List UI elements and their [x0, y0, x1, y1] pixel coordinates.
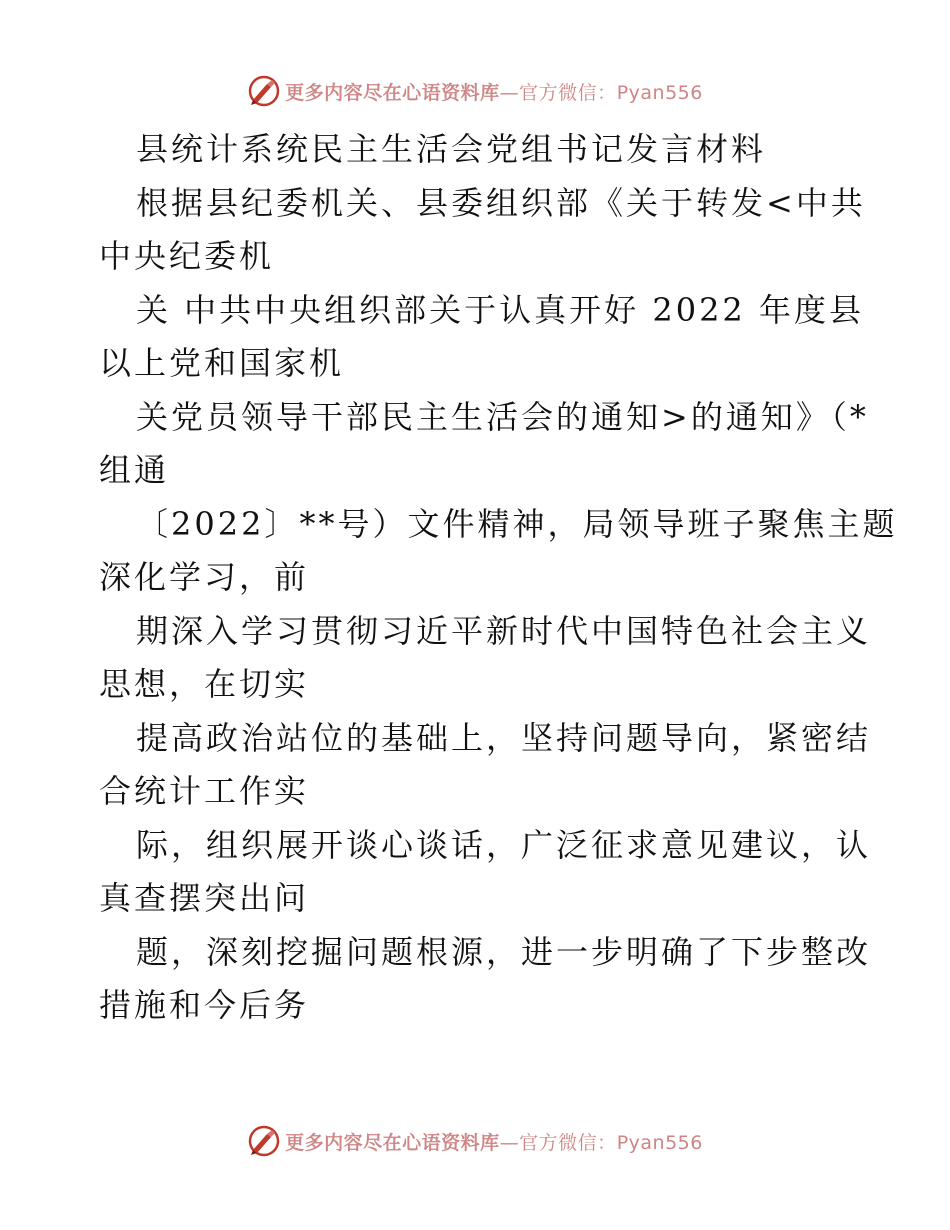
watermark-wechat-id: Pyan556	[616, 81, 703, 104]
paragraph-line: 以上党和国家机	[99, 344, 345, 382]
paragraph-line: 际，组织展开谈心谈话，广泛征求意见建议，认	[136, 825, 872, 864]
paragraph-line: 措施和今后务	[99, 986, 310, 1024]
watermark-dash: —	[499, 1131, 520, 1154]
paragraph-line: 〔2022〕**号）文件精神，局领导班子聚焦主题	[136, 504, 898, 543]
watermark-footer	[0, 1121, 950, 1161]
paragraph-line: 关党员领导干部民主生活会的通知>的通知》（*	[136, 397, 869, 436]
paragraph-line: 题，深刻挖掘问题根源，进一步明确了下步整改	[136, 932, 872, 971]
paragraph-line: 提高政治站位的基础上，坚持问题导向，紧密结	[136, 718, 872, 757]
paragraph-line: 深化学习，前	[99, 558, 310, 596]
red-pen-logo-icon	[247, 1124, 281, 1158]
paragraph-line: 真查摆突出问	[99, 879, 310, 917]
watermark-header	[0, 71, 950, 111]
paragraph-line: 合统计工作实	[99, 772, 310, 810]
watermark-main-text: 更多内容尽在心语资料库	[285, 1131, 500, 1154]
watermark-label: 官方微信：	[519, 81, 617, 104]
paragraph-line: 中央纪委机	[99, 237, 275, 275]
watermark-wechat-id: Pyan556	[616, 1131, 703, 1154]
paragraph-line: 关 中共中央组织部关于认真开好 2022 年度县	[136, 290, 864, 329]
watermark-text	[285, 78, 703, 105]
document-title: 县统计系统民主生活会党组书记发言材料	[136, 130, 767, 168]
red-pen-logo-icon	[247, 74, 281, 108]
watermark-text	[285, 1128, 703, 1155]
paragraph-line: 期深入学习贯彻习近平新时代中国特色社会主义	[136, 611, 872, 650]
watermark-dash: —	[499, 81, 520, 104]
paragraph-line: 思想，在切实	[99, 665, 310, 703]
watermark-main-text: 更多内容尽在心语资料库	[285, 81, 500, 104]
paragraph-line: 组通	[99, 451, 170, 489]
watermark-label: 官方微信：	[519, 1131, 617, 1154]
paragraph-line: 根据县纪委机关、县委组织部《关于转发<中共	[136, 183, 866, 222]
document-body	[99, 123, 898, 1033]
